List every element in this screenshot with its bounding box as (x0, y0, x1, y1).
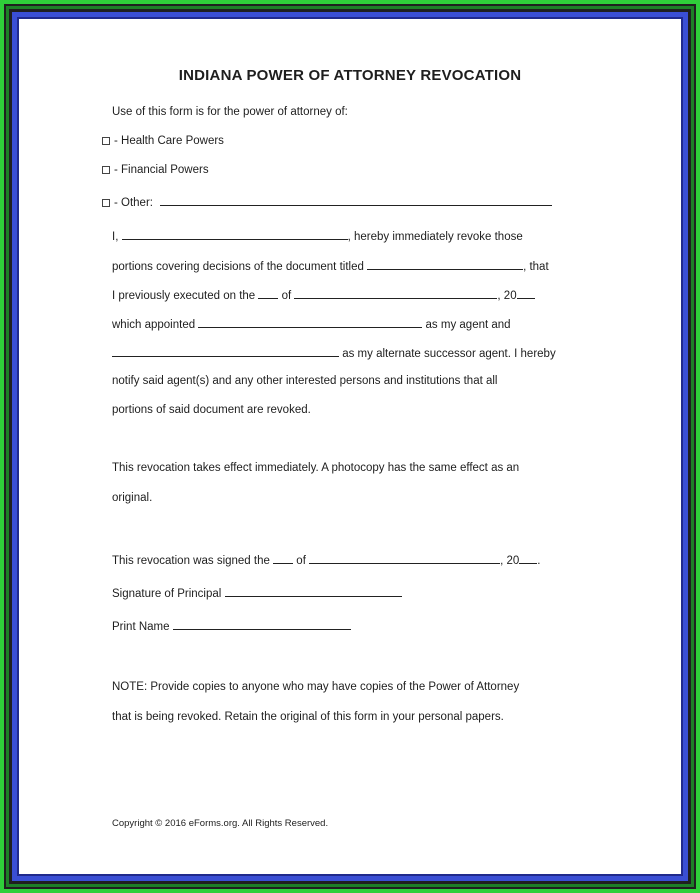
health-care-checkbox[interactable] (102, 137, 110, 145)
other-checkbox[interactable] (102, 199, 110, 207)
portions-text: portions covering decisions of the document titled (112, 261, 364, 273)
revoke-line (112, 228, 523, 243)
executed-day-blank[interactable] (258, 287, 278, 299)
agent-name-blank[interactable] (198, 316, 422, 328)
copyright-text: Copyright © 2016 eForms.org. All Rights Reserved. (112, 818, 329, 829)
option-health-care[interactable] (102, 135, 224, 147)
signed-of: of (296, 555, 306, 567)
signature-line (112, 585, 402, 600)
note-line-1: NOTE: Provide copies to anyone who may have copies of the Power of Attorney (112, 681, 520, 693)
signed-year-prefix: , 20 (500, 555, 520, 567)
print-name-label: Print Name (112, 621, 170, 633)
print-name-line (112, 618, 351, 633)
option-financial[interactable] (102, 164, 209, 176)
document-title-blank[interactable] (367, 258, 523, 270)
financial-checkbox[interactable] (102, 166, 110, 174)
other-blank[interactable] (160, 194, 552, 206)
print-name-blank[interactable] (173, 618, 351, 630)
that-text: , that (523, 261, 549, 273)
i-prefix: I, (112, 231, 119, 243)
signed-day-blank[interactable] (273, 552, 293, 564)
health-care-label: - Health Care Powers (114, 135, 224, 147)
executed-month-blank[interactable] (294, 287, 497, 299)
signed-prefix: This revocation was signed the (112, 555, 270, 567)
signed-line (112, 552, 540, 567)
other-label: - Other: (114, 197, 153, 209)
signed-year-blank[interactable] (519, 552, 537, 564)
executed-of: of (281, 290, 292, 302)
alternate-agent-blank[interactable] (112, 345, 339, 357)
option-other[interactable] (102, 194, 552, 209)
principal-name-blank[interactable] (122, 228, 348, 240)
effect-line-1: This revocation takes effect immediately. A photocopy has the same effect as an (112, 462, 520, 474)
which-appointed: which appointed (112, 319, 196, 331)
as-agent-text: as my agent and (425, 319, 511, 331)
executed-line (112, 287, 535, 302)
as-alternate-text: as my alternate successor agent. I hereby (342, 348, 556, 360)
document-page (20, 20, 680, 873)
financial-label: - Financial Powers (114, 164, 209, 176)
effect-line-2: original. (112, 492, 153, 504)
revoked-line: portions of said document are revoked. (112, 404, 311, 416)
portions-line (112, 258, 549, 273)
signed-month-blank[interactable] (309, 552, 500, 564)
executed-year-blank[interactable] (517, 287, 535, 299)
appointed-line (112, 316, 511, 331)
intro-text: Use of this form is for the power of attorney of: (112, 106, 348, 118)
document-title: INDIANA POWER OF ATTORNEY REVOCATION (178, 67, 522, 84)
notify-line: notify said agent(s) and any other interested persons and institutions that all (112, 375, 498, 387)
previously-text: I previously executed on the (112, 290, 256, 302)
executed-year-prefix: , 20 (497, 290, 517, 302)
signature-label: Signature of Principal (112, 588, 222, 600)
signature-blank[interactable] (225, 585, 402, 597)
revoke-text: , hereby immediately revoke those (347, 231, 523, 243)
signed-period: . (537, 555, 541, 567)
alternate-line (112, 345, 556, 360)
note-line-2: that is being revoked. Retain the original of this form in your personal papers. (112, 711, 504, 723)
